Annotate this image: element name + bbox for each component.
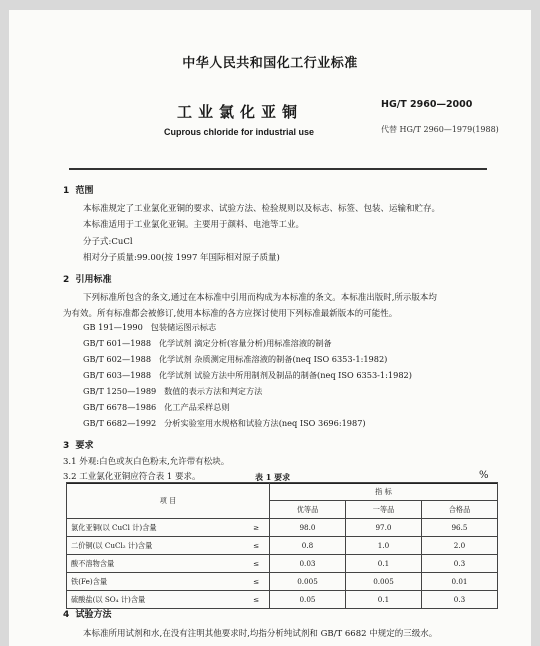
grade-first: 一等品 [346, 501, 422, 519]
table-row [67, 591, 498, 609]
header-divider [69, 168, 487, 170]
row-value: 0.03 [270, 555, 346, 573]
ref-item: GB/T 601—1988 化学试剂 滴定分析(容量分析)用标准溶液的制备 [83, 338, 332, 348]
ref-item: GB/T 603—1988 化学试剂 试验方法中所用制剂及制品的制备(neq ISO 6353-1:1982) [83, 370, 412, 380]
ref-item: GB/T 6678—1986 化工产品采样总则 [83, 402, 230, 412]
row-comparator: ≥ [243, 519, 270, 537]
refs-intro-line-1: 下列标准所包含的条文,通过在本标准中引用而构成为本标准的条文。本标准出版时,所示版本均 [83, 293, 437, 303]
ref-item: GB 191—1990 包装储运图示标志 [83, 322, 217, 332]
column-header-item: 项 目 [67, 483, 270, 519]
row-value: 0.05 [270, 591, 346, 609]
row-item-name: 硫酸盐(以 SO₄ 计)含量 [67, 591, 244, 609]
table-unit: % [479, 470, 489, 481]
grade-superior: 优等品 [270, 501, 346, 519]
refs-intro-line-2: 为有效。所有标准都会被修订,使用本标准的各方应探讨使用下列标准最新版本的可能性。 [63, 309, 398, 319]
table-row [67, 573, 498, 591]
section-4-heading: 4 试验方法 [63, 610, 112, 620]
standard-number: HG/T 2960—2000 [381, 99, 473, 110]
table-row [67, 555, 498, 573]
row-value: 0.8 [270, 537, 346, 555]
title-english: Cuprous chloride for industrial use [164, 127, 315, 137]
molecular-formula: 分子式:CuCl [83, 237, 133, 247]
requirement-3-2: 3.2 工业氯化亚铜应符合表 1 要求。 [63, 472, 201, 482]
row-value: 0.01 [422, 573, 498, 591]
title-chinese: 工业氯化亚铜 [177, 103, 304, 121]
row-value: 0.3 [422, 591, 498, 609]
row-item-name: 氯化亚铜(以 CuCl 计)含量 [67, 519, 244, 537]
table-row [67, 537, 498, 555]
row-value: 2.0 [422, 537, 498, 555]
section-2-heading: 2 引用标准 [63, 275, 112, 285]
row-value: 0.3 [422, 555, 498, 573]
scope-paragraph-2: 本标准适用于工业氯化亚铜。主要用于颜料、电池等工业。 [83, 220, 305, 230]
row-value: 0.1 [346, 591, 422, 609]
row-value: 0.1 [346, 555, 422, 573]
requirements-table [66, 482, 498, 609]
row-comparator: ≤ [243, 591, 270, 609]
row-comparator: ≤ [243, 573, 270, 591]
row-comparator: ≤ [243, 537, 270, 555]
ref-item: GB/T 602—1988 化学试剂 杂质测定用标准溶液的制备(neq ISO 6353-1:1982) [83, 354, 388, 364]
row-value: 1.0 [346, 537, 422, 555]
table-caption: 表 1 要求 [255, 472, 291, 482]
row-item-name: 二价铜(以 CuCl₂ 计)含量 [67, 537, 244, 555]
row-item-name: 酸不溶物含量 [67, 555, 244, 573]
row-comparator: ≤ [243, 555, 270, 573]
row-value: 97.0 [346, 519, 422, 537]
replaces-standard: 代替 HG/T 2960—1979(1988) [381, 125, 499, 134]
table-header-row [67, 483, 498, 501]
methods-paragraph-1: 本标准所用试剂和水,在没有注明其他要求时,均指分析纯试剂和 GB/T 6682 中规定的三级水。 [83, 629, 438, 639]
scope-paragraph-1: 本标准规定了工业氯化亚铜的要求、试验方法、检验规则以及标志、标签、包装、运输和贮存。 [83, 204, 441, 214]
section-3-heading: 3 要求 [63, 441, 94, 451]
standard-category-header: 中华人民共和国化工行业标准 [182, 56, 358, 71]
document-page [9, 10, 531, 646]
row-value: 98.0 [270, 519, 346, 537]
row-value: 0.005 [346, 573, 422, 591]
requirement-3-1: 3.1 外观:白色或灰白色粉末,允许带有松块。 [63, 457, 230, 467]
table-row [67, 519, 498, 537]
ref-item: GB/T 1250—1989 数值的表示方法和判定方法 [83, 386, 263, 396]
ref-item: GB/T 6682—1992 分析实验室用水规格和试验方法(neq ISO 3696:1987) [83, 418, 366, 428]
molecular-mass: 相对分子质量:99.00(按 1997 年国际相对原子质量) [83, 253, 280, 263]
grade-qualified: 合格品 [422, 501, 498, 519]
row-value: 96.5 [422, 519, 498, 537]
column-header-index: 指 标 [270, 483, 498, 501]
section-1-heading: 1 范围 [63, 186, 94, 196]
row-item-name: 铁(Fe)含量 [67, 573, 244, 591]
row-value: 0.005 [270, 573, 346, 591]
